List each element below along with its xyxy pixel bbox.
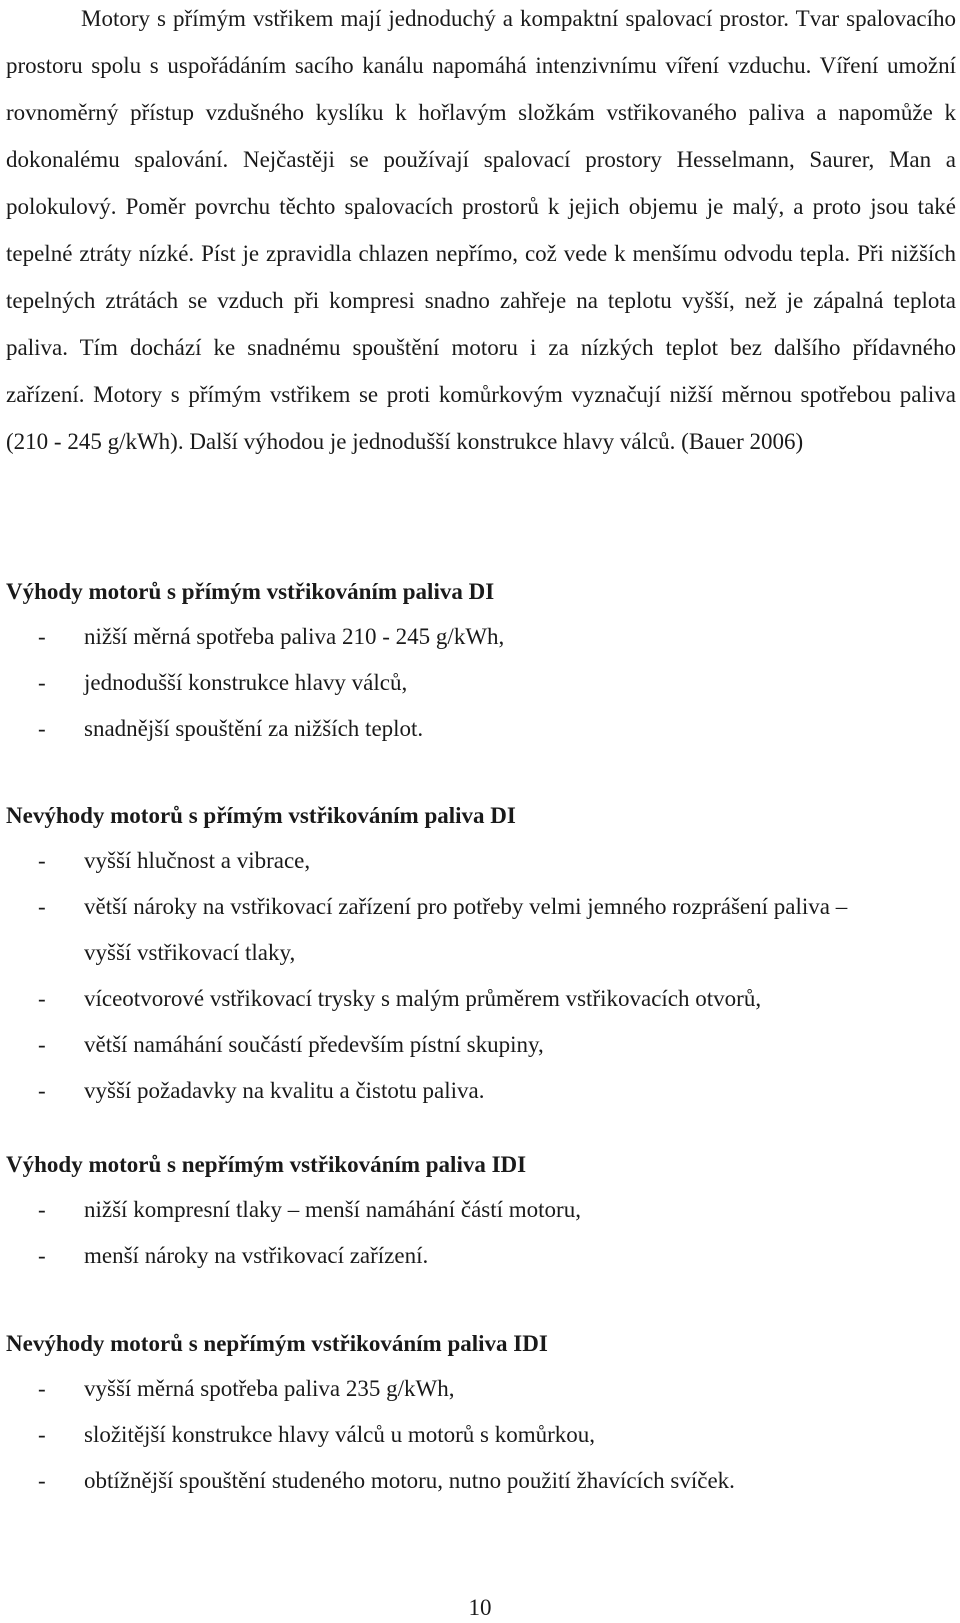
list-dash: - — [38, 670, 46, 695]
list-dash: - — [38, 986, 46, 1011]
list-item-text: vyšší požadavky na kvalitu a čistotu paliva. — [84, 1078, 485, 1103]
disadvantages-di-list — [0, 838, 960, 1114]
list-item-text: větší namáhání součástí především pístní skupiny, — [84, 1032, 544, 1057]
list-item — [0, 1022, 884, 1068]
list-item-text: víceotvorové vstřikovací trysky s malým průměrem vstřikovacích otvorů, — [84, 986, 762, 1011]
list-dash: - — [38, 1197, 46, 1222]
list-dash: - — [38, 1078, 46, 1103]
list-item — [0, 1412, 884, 1458]
list-item — [0, 884, 884, 976]
list-item-text: snadnější spouštění za nižších teplot. — [84, 716, 424, 741]
section-heading-disadvantages-idi: Nevýhody motorů s nepřímým vstřikováním paliva IDI — [6, 1331, 548, 1356]
list-item — [0, 838, 884, 884]
list-item — [0, 1366, 884, 1412]
list-item-text: nižší měrná spotřeba paliva 210 - 245 g/kWh, — [84, 624, 505, 649]
list-item-text: jednodušší konstrukce hlavy válců, — [84, 670, 408, 695]
list-dash: - — [38, 1243, 46, 1268]
section-heading-advantages-di: Výhody motorů s přímým vstřikováním paliva DI — [6, 579, 495, 604]
body-paragraph: Motory s přímým vstřikem mají jednoduchý a kompaktní spalovací prostor. Tvar spalovacího prostoru spolu s uspořádáním sacího kanálu napomáhá intenzivnímu víření vzduchu. Víření umožní rovnoměrný přístup vzdušného kyslíku k hořlavým složkám vstřikovaného paliva a napomůže k dokonalému spalování. Nejčastěji se používají spalovací prostory Hesselmann, Saurer, Man a polokulový. Poměr povrchu těchto spalovacích prostorů k jejich objemu je malý, a proto jsou také tepelné ztráty nízké. Píst je zpravidla chlazen nepřímo, což vede k menšímu odvodu tepla. Při nižších tepelných ztrátách se vzduch při kompresi snadno zahřeje na teplotu vyšší, než je zápalná teplota paliva. Tím dochází ke snadnému spouštění motoru i za nízkých teplot bez dalšího přídavného zařízení. Motory s přímým vstřikem se proti komůrkovým vyznačují nižší měrnou spotřebou paliva (210 - 245 g/kWh). Další výhodou je jednodušší konstrukce hlavy válců. (Bauer 2006) — [6, 6, 956, 454]
list-item — [0, 660, 884, 706]
list-dash: - — [38, 624, 46, 649]
list-item-text: složitější konstrukce hlavy válců u motorů s komůrkou, — [84, 1422, 596, 1447]
advantages-di-list — [0, 614, 960, 752]
list-item — [0, 614, 884, 660]
list-item-text: vyšší měrná spotřeba paliva 235 g/kWh, — [84, 1376, 455, 1401]
list-item-text: obtížnější spouštění studeného motoru, nutno použití žhavících svíček. — [84, 1468, 735, 1493]
list-item-text: vyšší hlučnost a vibrace, — [84, 848, 311, 873]
list-dash: - — [38, 1422, 46, 1447]
advantages-idi-list — [0, 1187, 960, 1279]
list-item-text: menší nároky na vstřikovací zařízení. — [84, 1243, 429, 1268]
disadvantages-idi-list — [0, 1366, 960, 1504]
list-item — [0, 976, 884, 1022]
list-dash: - — [38, 848, 46, 873]
list-dash: - — [38, 894, 46, 919]
list-item — [0, 1233, 884, 1279]
list-item-text: větší nároky na vstřikovací zařízení pro potřeby velmi jemného rozprášení paliva – vyšší vstřikovací tlaky, — [84, 894, 848, 965]
section-heading-disadvantages-di: Nevýhody motorů s přímým vstřikováním paliva DI — [6, 803, 516, 828]
list-item — [0, 1187, 884, 1233]
list-dash: - — [38, 716, 46, 741]
list-dash: - — [38, 1468, 46, 1493]
section-heading-advantages-idi: Výhody motorů s nepřímým vstřikováním paliva IDI — [6, 1152, 527, 1177]
page-number: 10 — [468, 1595, 492, 1620]
list-item — [0, 1458, 884, 1504]
list-item — [0, 706, 884, 752]
list-item — [0, 1068, 884, 1114]
list-item-text: nižší kompresní tlaky – menší namáhání částí motoru, — [84, 1197, 581, 1222]
list-dash: - — [38, 1032, 46, 1057]
list-dash: - — [38, 1376, 46, 1401]
